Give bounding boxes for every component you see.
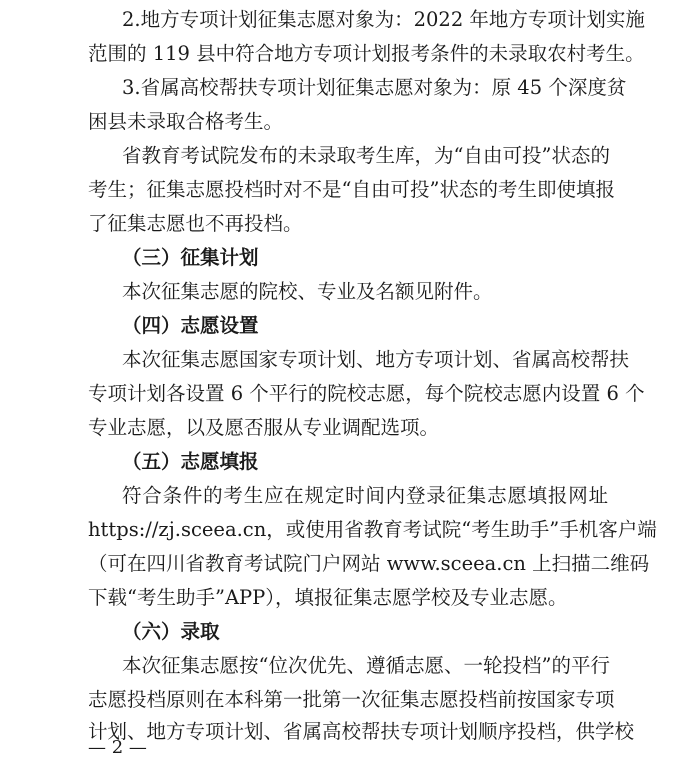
paragraph-line: 范围的 119 县中符合地方专项计划报考条件的未录取农村考生。 — [88, 42, 645, 65]
section-heading: （四）志愿设置 — [122, 314, 259, 337]
paragraph-line: 3.省属高校帮扶专项计划征集志愿对象为：原 45 个深度贫 — [122, 76, 627, 99]
paragraph-line: （可在四川省教育考试院门户网站 www.sceea.cn 上扫描二维码 — [88, 552, 650, 575]
paragraph-line: 本次征集志愿国家专项计划、地方专项计划、省属高校帮扶 — [122, 348, 630, 371]
paragraph-line: 专业志愿，以及愿否服从专业调配选项。 — [88, 416, 440, 439]
paragraph-line: 本次征集志愿的院校、专业及名额见附件。 — [122, 280, 493, 303]
paragraph-line: 下载“考生助手”APP），填报征集志愿学校及专业志愿。 — [88, 586, 568, 609]
section-heading: （六）录取 — [122, 620, 220, 643]
paragraph-line: 困县未录取合格考生。 — [88, 110, 284, 133]
paragraph-line: 省教育考试院发布的未录取考生库，为“自由可投”状态的 — [122, 144, 610, 167]
paragraph-line: 计划、地方专项计划、省属高校帮扶专项计划顺序投档，供学校 — [88, 720, 635, 743]
section-heading: （三）征集计划 — [122, 246, 259, 269]
paragraph-line: 志愿投档原则在本科第一批第一次征集志愿投档前按国家专项 — [88, 688, 615, 711]
section-heading: （五）志愿填报 — [122, 450, 259, 473]
paragraph-line: 专项计划各设置 6 个平行的院校志愿，每个院校志愿内设置 6 个 — [88, 382, 645, 405]
page-number: — 2 — — [88, 737, 147, 758]
paragraph-line: 本次征集志愿按“位次优先、遵循志愿、一轮投档”的平行 — [122, 654, 610, 677]
paragraph-line: 了征集志愿也不再投档。 — [88, 212, 303, 235]
paragraph-line: 2.地方专项计划征集志愿对象为：2022 年地方专项计划实施 — [122, 8, 645, 31]
paragraph-line: 考生；征集志愿投档时对不是“自由可投”状态的考生即使填报 — [88, 178, 615, 201]
paragraph-line: 符合条件的考生应在规定时间内登录征集志愿填报网址 — [122, 484, 608, 507]
paragraph-line: https://zj.sceea.cn，或使用省教育考试院“考生助手”手机客户端 — [88, 518, 657, 541]
